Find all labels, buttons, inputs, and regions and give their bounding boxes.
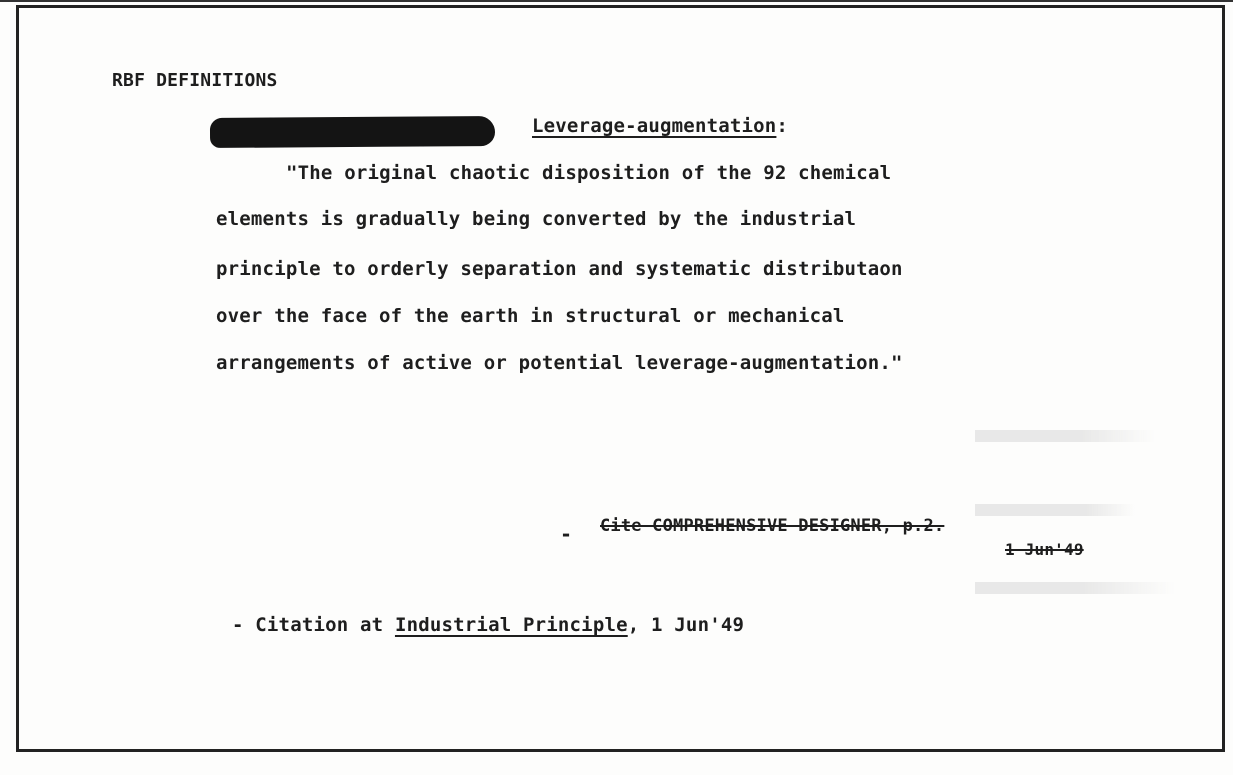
page-heading: RBF DEFINITIONS [112,70,278,91]
struck-cite-line-2: 1 Jun'49 [1005,540,1084,559]
quote-line-2: elements is gradually being converted by the industrial [216,208,857,230]
quote-line-3: principle to orderly separation and systematic distributaon [216,258,903,280]
quote-line-5: arrangements of active or potential leverage-augmentation." [216,352,903,374]
definition-term-colon: : [776,115,789,137]
redaction-bar [210,116,495,148]
citation-prefix: Citation at [255,614,384,636]
definition-term-text: Leverage-augmentation [532,115,777,137]
definition-term [532,115,788,137]
citation-link[interactable]: Industrial Principle [394,614,628,636]
struck-cite-dash: - [560,522,573,546]
citation-line [232,614,744,636]
quote-line-4: over the face of the earth in structural or mechanical [216,305,845,327]
citation-suffix: , 1 Jun'49 [627,614,745,636]
quote-line-1: "The original chaotic disposition of the 92 chemical [286,162,892,184]
bleed-through-text [975,378,1205,658]
struck-cite-line-1: Cite COMPREHENSIVE DESIGNER, p.2. [600,516,945,536]
citation-dash: - [232,614,244,636]
top-edge-line [0,0,1233,2]
